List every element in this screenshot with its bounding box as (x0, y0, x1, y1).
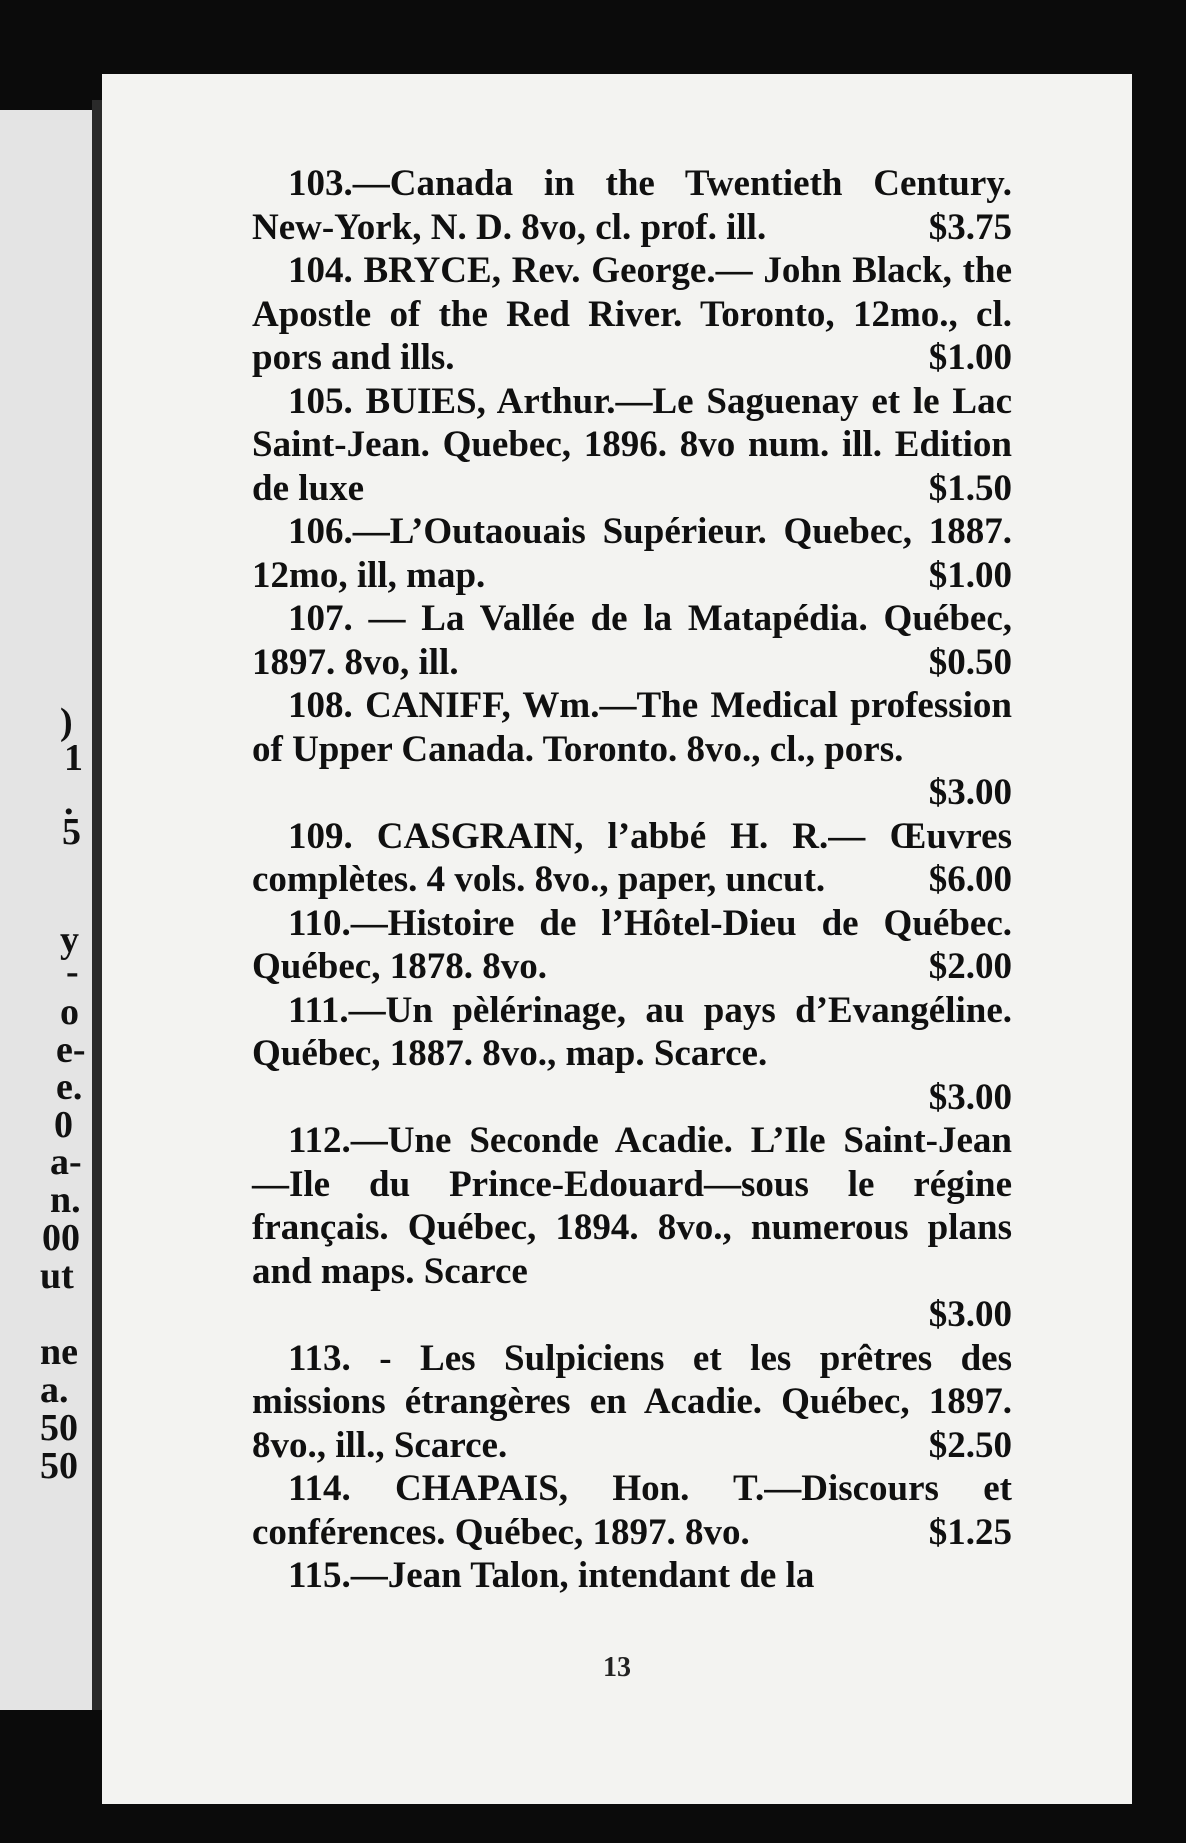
left-fragment: e- (56, 1029, 86, 1071)
left-fragment: . (64, 781, 74, 823)
left-fragment: ) (60, 701, 73, 743)
left-fragment: 50 (40, 1407, 78, 1449)
entry-price: $3.00 (928, 1076, 1012, 1118)
left-fragment: ut (40, 1255, 74, 1297)
entry-price: $2.00 (928, 946, 1012, 987)
entry-text: 112.—Une Seconde Acadie. L’Ile Saint-Jean—Ile du Prince-Edouard—sous le régine français. Québec, 1894. 8vo., numerous plans and maps. Scarce (252, 1120, 1012, 1292)
catalogue-entry (252, 380, 1012, 511)
left-fragment: 0 (54, 1104, 73, 1146)
entry-price: $0.50 (928, 641, 1012, 683)
entry-text: 106.—L’Outaouais Supérieur. Quebec, 1887. 12mo, ill, map. (252, 511, 1012, 596)
left-fragment: a- (50, 1141, 82, 1183)
entry-text: 114. CHAPAIS, Hon. T.—Discours et conférences. Québec, 1897. 8vo. (252, 1468, 1012, 1553)
catalogue-entry (252, 902, 1012, 989)
entry-price: $3.00 (928, 1294, 1012, 1335)
entry-price: $1.00 (928, 554, 1012, 596)
entry-price: $3.75 (928, 206, 1012, 248)
left-fragment: a. (40, 1369, 69, 1411)
catalogue-entry (252, 684, 1012, 815)
entry-text: 109. CASGRAIN, l’abbé H. R.— Œuvres complètes. 4 vols. 8vo., paper, uncut. (252, 815, 1012, 900)
catalogue-entry (252, 989, 1012, 1120)
left-fragment: e. (56, 1066, 83, 1108)
left-fragment: 1 (64, 737, 83, 779)
page-number: 13 (603, 1652, 631, 1683)
catalogue-entry (252, 1467, 1012, 1554)
left-fragment: 00 (42, 1217, 80, 1259)
left-fragment: 5 (62, 811, 81, 853)
entry-price: $1.00 (928, 337, 1012, 378)
book-gutter (92, 100, 102, 1710)
catalogue-entry (252, 510, 1012, 597)
left-fragment: y (60, 919, 79, 961)
left-fragment: 50 (40, 1445, 78, 1487)
catalogue-entry (252, 1119, 1012, 1337)
entry-text: 113. - Les Sulpiciens et les prêtres des missions étrangères en Acadie. Québec, 1897. 8vo., ill., Scarce. (252, 1337, 1012, 1466)
entry-price: $3.00 (928, 772, 1012, 813)
catalogue-entry (252, 249, 1012, 380)
entry-text: 103.—Canada in the Twentieth Century. New-York, N. D. 8vo, cl. prof. ill. (252, 163, 1012, 248)
catalogue-entry (252, 815, 1012, 902)
entry-price: $1.50 (928, 467, 1012, 509)
entry-price: $2.50 (928, 1424, 1012, 1466)
catalogue-entry (252, 1554, 1012, 1598)
catalogue-entry (252, 162, 1012, 249)
entry-text: 108. CANIFF, Wm.—The Medical profession of Upper Canada. Toronto. 8vo., cl., pors. (252, 685, 1012, 770)
catalogue-page (102, 74, 1132, 1804)
entry-text: 110.—Histoire de l’Hôtel-Dieu de Québec. Québec, 1878. 8vo. (252, 902, 1012, 987)
left-fragment: o (60, 991, 79, 1033)
entry-text: 105. BUIES, Arthur.—Le Saguenay et le Lac Saint-Jean. Quebec, 1896. 8vo num. ill. Edition de luxe (252, 380, 1012, 509)
left-fragment: n. (50, 1179, 81, 1221)
entry-text: 111.—Un pèlérinage, au pays d’Evangéline. Québec, 1887. 8vo., map. Scarce. (252, 989, 1012, 1074)
left-fragment: ne (40, 1331, 78, 1373)
left-fragment: - (66, 951, 79, 993)
left-page-fragment (0, 110, 95, 1710)
entry-text: 107. — La Vallée de la Matapédia. Québec, 1897. 8vo, ill. (252, 598, 1012, 683)
entry-text: 115.—Jean Talon, intendant de la (288, 1555, 815, 1596)
catalogue-entry (252, 597, 1012, 684)
entry-price: $6.00 (928, 859, 1012, 900)
catalogue-entries (252, 162, 1012, 1598)
entry-price: $1.25 (928, 1511, 1012, 1553)
catalogue-entry (252, 1337, 1012, 1468)
entry-text: 104. BRYCE, Rev. George.— John Black, the Apostle of the Red River. Toronto, 12mo., cl. pors and ills. (252, 250, 1012, 378)
